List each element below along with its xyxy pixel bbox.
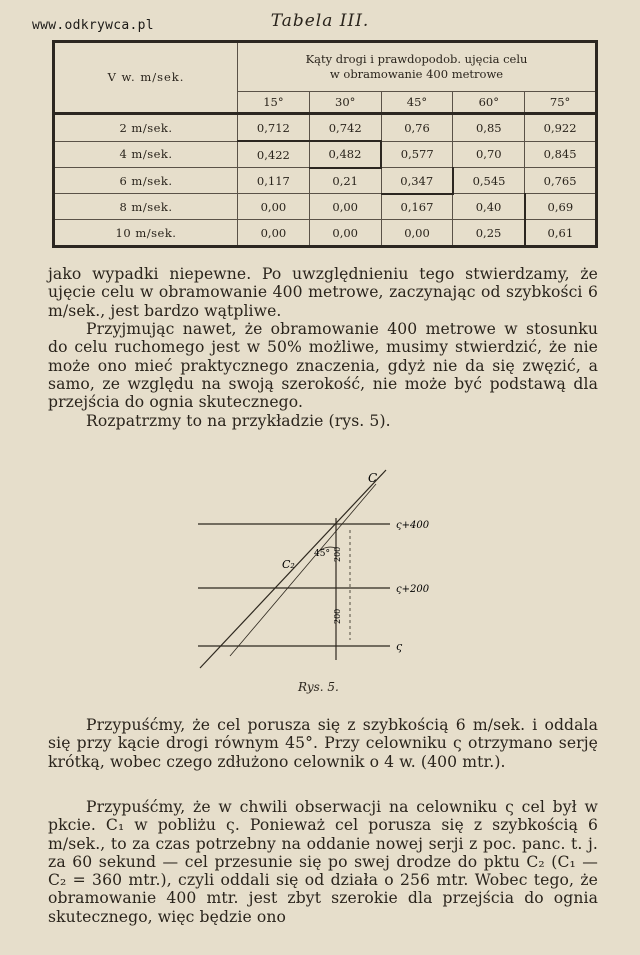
angle-header: 45°	[381, 92, 453, 114]
angle-header: 30°	[309, 92, 381, 114]
paragraph-2: Przyjmując nawet, że obramowanie 400 metrowe w stosunku do celu ruchomego jest w 50% możliwe, musimy stwierdzić, że nie może ono mieć praktycznego znaczenia, gdyż nie da się zwęzić, a samo, ze względu na swoją szerokość, nie może być podstawą dla przejścia do ognia skutecznego.	[48, 320, 598, 412]
table-cell: 0,00	[309, 220, 381, 247]
label-line-bottom: ς	[396, 640, 403, 653]
table-row	[54, 220, 597, 247]
target-path-secondary	[230, 484, 376, 656]
table-cell: 0,25	[453, 220, 525, 247]
label-distance-upper: 200	[333, 546, 342, 562]
table-cell: 0,167	[381, 194, 453, 220]
angle-header: 75°	[525, 92, 597, 114]
column-header-line2: w obramowanie 400 metrowe	[329, 67, 504, 81]
row-label: 8 m/sek.	[54, 194, 238, 220]
table-cell: 0,712	[238, 114, 310, 142]
table-cell: 0,85	[453, 114, 525, 142]
watermark: www.odkrywca.pl	[32, 18, 154, 33]
table-cell: 0,00	[309, 194, 381, 220]
table-cell: 0,40	[453, 194, 525, 220]
label-angle: 45°	[314, 549, 330, 559]
column-header-line1: Kąty drogi i prawdopodob. ujęcia celu	[305, 52, 528, 66]
table-cell: 0,577	[381, 141, 453, 168]
table-row	[54, 168, 597, 194]
label-distance-lower: 200	[333, 608, 342, 624]
row-label: 6 m/sek.	[54, 168, 238, 194]
table-row	[54, 114, 597, 142]
table-cell: 0,845	[525, 141, 597, 168]
table-cell: 0,545	[453, 168, 525, 194]
table-cell: 0,742	[309, 114, 381, 142]
table-title: Tabela III.	[270, 11, 370, 31]
table-cell: 0,61	[525, 220, 597, 247]
label-line-mid: ς+200	[396, 584, 430, 595]
table-row	[54, 194, 597, 220]
figure-caption: Rys. 5.	[298, 680, 339, 694]
figure-rys-5	[190, 460, 450, 700]
angle-header: 15°	[238, 92, 310, 114]
paragraph-4: Przypuśćmy, że cel porusza się z szybkością 6 m/sek. i oddala się przy kącie drogi równym 45°. Przy celowniku ς otrzymano serję krótką, wobec czego zdłużono celownik o 4 w. (400 mtr.).	[48, 716, 598, 771]
table-cell: 0,70	[453, 141, 525, 168]
row-label: 4 m/sek.	[54, 141, 238, 168]
label-c: C	[368, 471, 378, 485]
probability-table	[52, 40, 598, 248]
row-label: 2 m/sek.	[54, 114, 238, 142]
column-header-angles	[238, 42, 597, 92]
row-label: 10 m/sek.	[54, 220, 238, 247]
table-cell: 0,00	[238, 194, 310, 220]
angle-header: 60°	[453, 92, 525, 114]
table-cell: 0,21	[309, 168, 381, 194]
column-header-velocity: V w. m/sek.	[54, 42, 238, 114]
table-cell: 0,765	[525, 168, 597, 194]
table-cell: 0,117	[238, 168, 310, 194]
table-cell: 0,00	[381, 220, 453, 247]
label-c2: C₂	[282, 558, 295, 571]
table-cell: 0,347	[381, 168, 453, 194]
table-cell: 0,76	[381, 114, 453, 142]
table-row	[54, 141, 597, 168]
paragraph-5: Przypuśćmy, że w chwili obserwacji na celowniku ς cel był w pkcie. C₁ w pobliżu ς. Ponieważ cel porusza się z szybkością 6 m/sek., to za czas potrzebny na oddanie nowej serji z poc. panc. t. j. za 60 sekund — cel przesunie się po swej drodze do pktu C₂ (C₁ — C₂ = 360 mtr.), czyli oddali się od działa o 256 mtr. Wobec tego, że obramowanie 400 mtr. jest zbyt szerokie dla przejścia do ognia skutecznego, więc będzie ono	[48, 798, 598, 926]
paragraph-1: jako wypadki niepewne. Po uwzględnieniu tego stwierdzamy, że ujęcie celu w obramowanie 400 metrowe, zaczynając od szybkości 6 m/sek., jest bardzo wątpliwe.	[48, 265, 598, 320]
table-cell: 0,482	[309, 141, 381, 168]
table-cell: 0,922	[525, 114, 597, 142]
table-cell: 0,422	[238, 141, 310, 168]
table-cell: 0,69	[525, 194, 597, 220]
table-cell: 0,00	[238, 220, 310, 247]
label-line-top: ς+400	[396, 520, 430, 531]
paragraph-3: Rozpatrzmy to na przykładzie (rys. 5).	[86, 412, 391, 430]
